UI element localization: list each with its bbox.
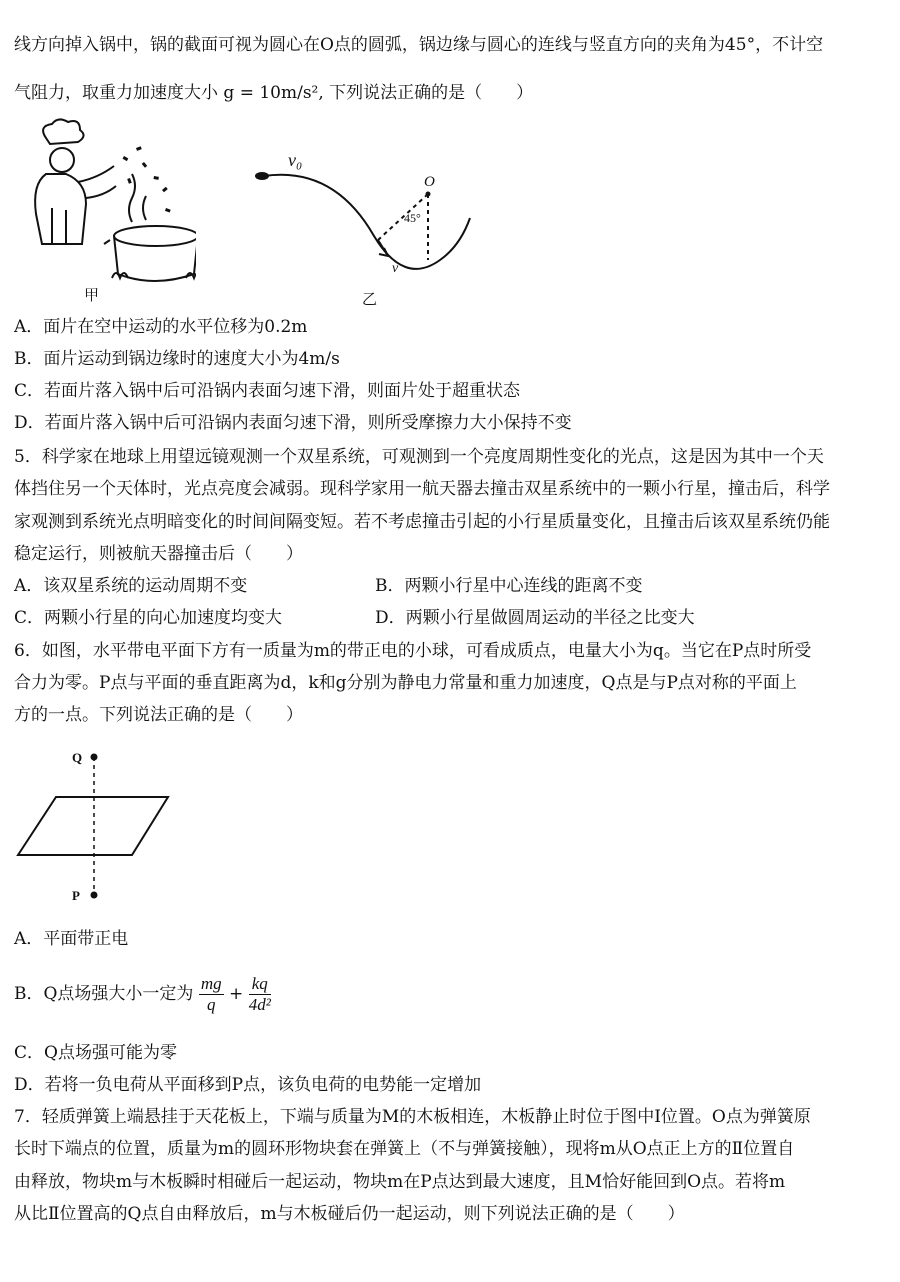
q5-option-b: B．两颗小行星中心连线的距离不变: [375, 576, 643, 596]
q6-option-d: D．若将一负电荷从平面移到P点，该负电荷的电势能一定增加: [14, 1075, 482, 1095]
q7-stem-line-4: 从比Ⅱ位置高的Q点自由释放后，m与木板碰后仍一起运动，则下列说法正确的是（ ）: [14, 1204, 685, 1224]
q6-stem-line-1: 6．如图，水平带电平面下方有一质量为m的带正电的小球，可看成质点，电量大小为q。当它在P点时所受: [14, 641, 812, 661]
fig-label-Q: Q: [72, 750, 83, 765]
trajectory-figure: [250, 148, 510, 308]
q4-option-d: D．若面片落入锅中后可沿锅内表面匀速下滑，则所受摩擦力大小保持不变: [14, 413, 572, 433]
q4-option-c: C．若面片落入锅中后可沿锅内表面匀速下滑，则面片处于超重状态: [14, 381, 521, 401]
q7-stem-line-1: 7．轻质弹簧上端悬挂于天花板上，下端与质量为M的木板相连，木板静止时位于图中Ⅰ位置。O点为弹簧原: [14, 1107, 811, 1127]
fig-label-O: O: [424, 174, 435, 190]
fraction-mg-over-q: [199, 974, 224, 1015]
q6-option-b-prefix: B．Q点场强大小一定为: [14, 984, 194, 1004]
chef-pot-figure: [16, 118, 196, 308]
q4-option-a: A．面片在空中运动的水平位移为0.2m: [14, 317, 308, 337]
fig-label-yi: 乙: [362, 290, 378, 308]
q4-option-b: B．面片运动到锅边缘时的速度大小为4m/s: [14, 349, 340, 369]
q6-option-c: C．Q点场强可能为零: [14, 1043, 177, 1063]
q5-option-c: C．两颗小行星的向心加速度均变大: [14, 608, 283, 628]
q4-stem-line-2: 气阻力，取重力加速度大小 g = 10m/s², 下列说法正确的是（ ）: [14, 83, 534, 103]
q5-stem-line-3: 家观测到系统光点明暗变化的时间间隔变短。若不考虑撞击引起的小行星质量变化，且撞击后该双星系统仍能: [14, 512, 830, 532]
q5-stem-line-1: 5．科学家在地球上用望远镜观测一个双星系统，可观测到一个亮度周期性变化的光点，这是因为其中一个天: [14, 447, 824, 467]
point-p-marker: [91, 892, 98, 899]
fig-label-jia: 甲: [84, 286, 100, 304]
q5-option-a: A．该双星系统的运动周期不变: [14, 576, 248, 596]
q6-stem-line-2: 合力为零。P点与平面的垂直距离为d，k和g分别为静电力常量和重力加速度，Q点是与P点对称的平面上: [14, 673, 797, 693]
q6-option-b: [14, 972, 271, 1016]
fig-label-v: v: [392, 261, 399, 276]
q6-stem-line-3: 方的一点。下列说法正确的是（ ）: [14, 705, 303, 725]
q6-option-a: A．平面带正电: [14, 929, 129, 949]
point-q-marker: [91, 754, 98, 761]
fraction-2-denominator: 4d²: [248, 995, 271, 1014]
charged-plane-figure: [14, 745, 184, 905]
plus-sign: +: [229, 984, 244, 1004]
fraction-kq-over-4d2: [249, 974, 271, 1015]
fig-label-P: P: [72, 888, 80, 903]
fraction-2-numerator: kq: [249, 974, 271, 995]
fig-label-v0: v₀: [288, 150, 303, 170]
q5-stem-line-2: 体挡住另一个天体时，光点亮度会减弱。现科学家用一航天器去撞击双星系统中的一颗小行星，撞击后，科学: [14, 479, 830, 499]
fraction-1-denominator: q: [206, 995, 216, 1014]
fig-label-45: 45°: [404, 211, 421, 225]
q7-stem-line-2: 长时下端点的位置，质量为m的圆环形物块套在弹簧上（不与弹簧接触），现将m从O点正上方的Ⅱ位置自: [14, 1139, 795, 1159]
q5-stem-line-4: 稳定运行，则被航天器撞击后（ ）: [14, 544, 303, 564]
fraction-1-numerator: mg: [200, 974, 222, 993]
q5-option-d: D．两颗小行星做圆周运动的半径之比变大: [375, 608, 695, 628]
q7-stem-line-3: 由释放，物块m与木板瞬时相碰后一起运动，物块m在P点达到最大速度，且M恰好能回到O点。若将m: [14, 1172, 786, 1192]
noodle-piece-icon: [255, 172, 269, 180]
q4-stem-line-1: 线方向掉入锅中，锅的截面可视为圆心在O点的圆弧，锅边缘与圆心的连线与竖直方向的夹角为45°，不计空: [14, 35, 824, 55]
